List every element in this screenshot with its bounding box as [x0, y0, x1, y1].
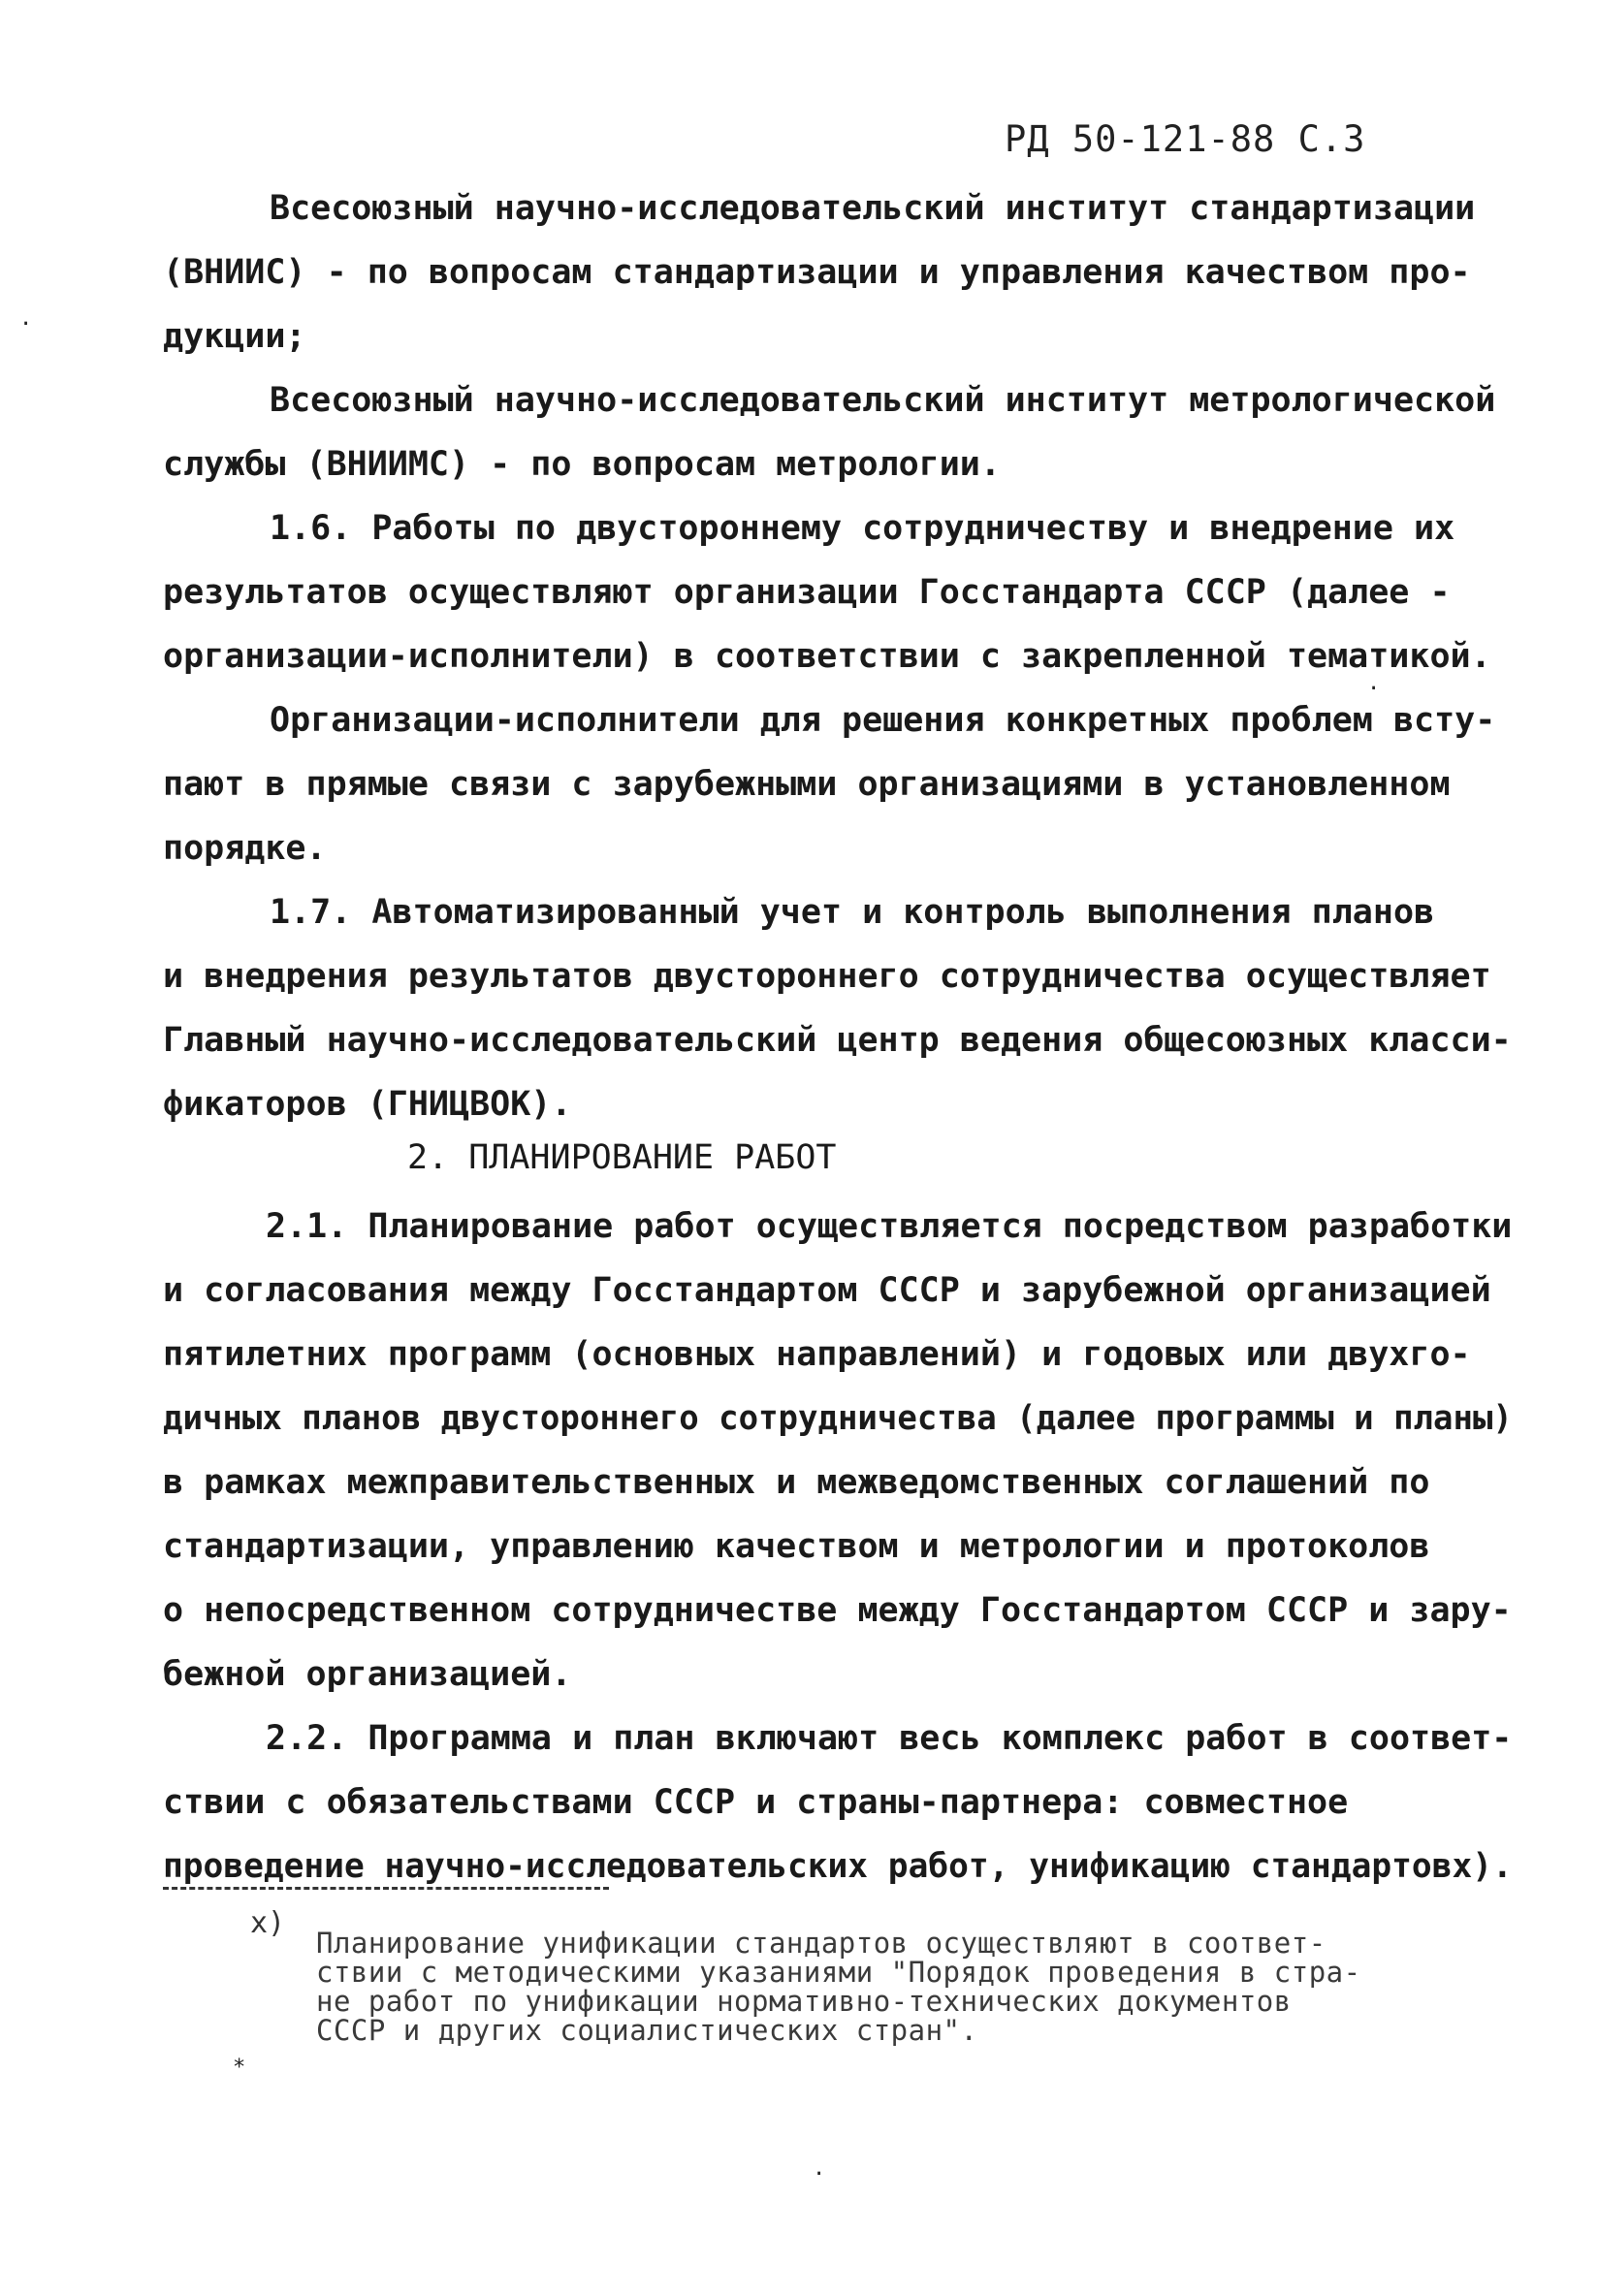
- text-line: службы (ВНИИМС) - по вопросам метрологии.: [163, 445, 1001, 484]
- scan-speck: ·: [19, 312, 33, 336]
- text-line: 1.6. Работы по двустороннему сотрудничеству и внедрение их: [270, 509, 1455, 548]
- text-line: и внедрения результатов двустороннего сотрудничества осуществляет: [163, 957, 1491, 996]
- text-line: (ВНИИС) - по вопросам стандартизации и управления качеством про-: [163, 253, 1471, 292]
- text-line: дичных планов двустороннего сотрудничества (далее программы и планы): [163, 1399, 1513, 1438]
- text-line: Всесоюзный научно-исследовательский институт стандартизации: [270, 189, 1476, 228]
- section-title: 2. ПЛАНИРОВАНИЕ РАБОТ: [407, 1138, 837, 1177]
- text-line: 1.7. Автоматизированный учет и контроль выполнения планов: [270, 893, 1435, 932]
- text-line: пают в прямые связи с зарубежными организациями в установленном: [163, 765, 1451, 804]
- footnote-line: Планирование унификации стандартов осуществляют в соответ-: [316, 1927, 1326, 1960]
- scan-speck: ·: [1367, 677, 1381, 701]
- text-line: Всесоюзный научно-исследовательский институт метрологической: [270, 381, 1496, 420]
- document-reference: РД 50-121-88 С.3: [1005, 118, 1366, 160]
- text-line: организации-исполнители) в соответствии с закрепленной тематикой.: [163, 637, 1491, 676]
- text-line: проведение научно-исследовательских работ, унификацию стандартовx).: [163, 1847, 1513, 1886]
- text-line: Организации-исполнители для решения конкретных проблем всту-: [270, 701, 1496, 740]
- footnote-divider: [163, 1887, 609, 1890]
- text-line: фикаторов (ГНИЦВОК).: [163, 1085, 572, 1124]
- text-line: бежной организацией.: [163, 1655, 572, 1694]
- text-line: порядке.: [163, 829, 327, 868]
- text-line: стандартизации, управлению качеством и метрологии и протоколов: [163, 1527, 1430, 1566]
- text-line: о непосредственном сотрудничестве между Госстандартом СССР и зару-: [163, 1591, 1512, 1630]
- text-line: ствии с обязательствами СССР и страны-партнера: совместное: [163, 1783, 1349, 1822]
- text-line: пятилетних программ (основных направлений) и годовых или двухго-: [163, 1335, 1471, 1374]
- text-line: 2.2. Программа и план включают весь комплекс работ в соответ-: [266, 1719, 1513, 1758]
- scan-speck: *: [233, 2056, 246, 2080]
- text-line: Главный научно-исследовательский центр ведения общесоюзных класси-: [163, 1021, 1512, 1060]
- footnote-line: не работ по унификации нормативно-технических документов: [316, 1985, 1292, 2018]
- text-line: результатов осуществляют организации Госстандарта СССР (далее -: [163, 573, 1451, 612]
- footnote-mark: x): [250, 1906, 286, 1940]
- footnote-line: СССР и других социалистических стран".: [316, 2014, 978, 2047]
- footnote-line: ствии с методическими указаниями "Порядок проведения в стра-: [316, 1956, 1361, 1989]
- scan-speck: ·: [813, 2162, 826, 2186]
- text-line: и согласования между Госстандартом СССР и зарубежной организацией: [163, 1271, 1491, 1310]
- text-line: 2.1. Планирование работ осуществляется посредством разработки: [266, 1207, 1513, 1246]
- text-line: в рамках межправительственных и межведомственных соглашений по: [163, 1463, 1430, 1502]
- text-line: дукции;: [163, 317, 306, 356]
